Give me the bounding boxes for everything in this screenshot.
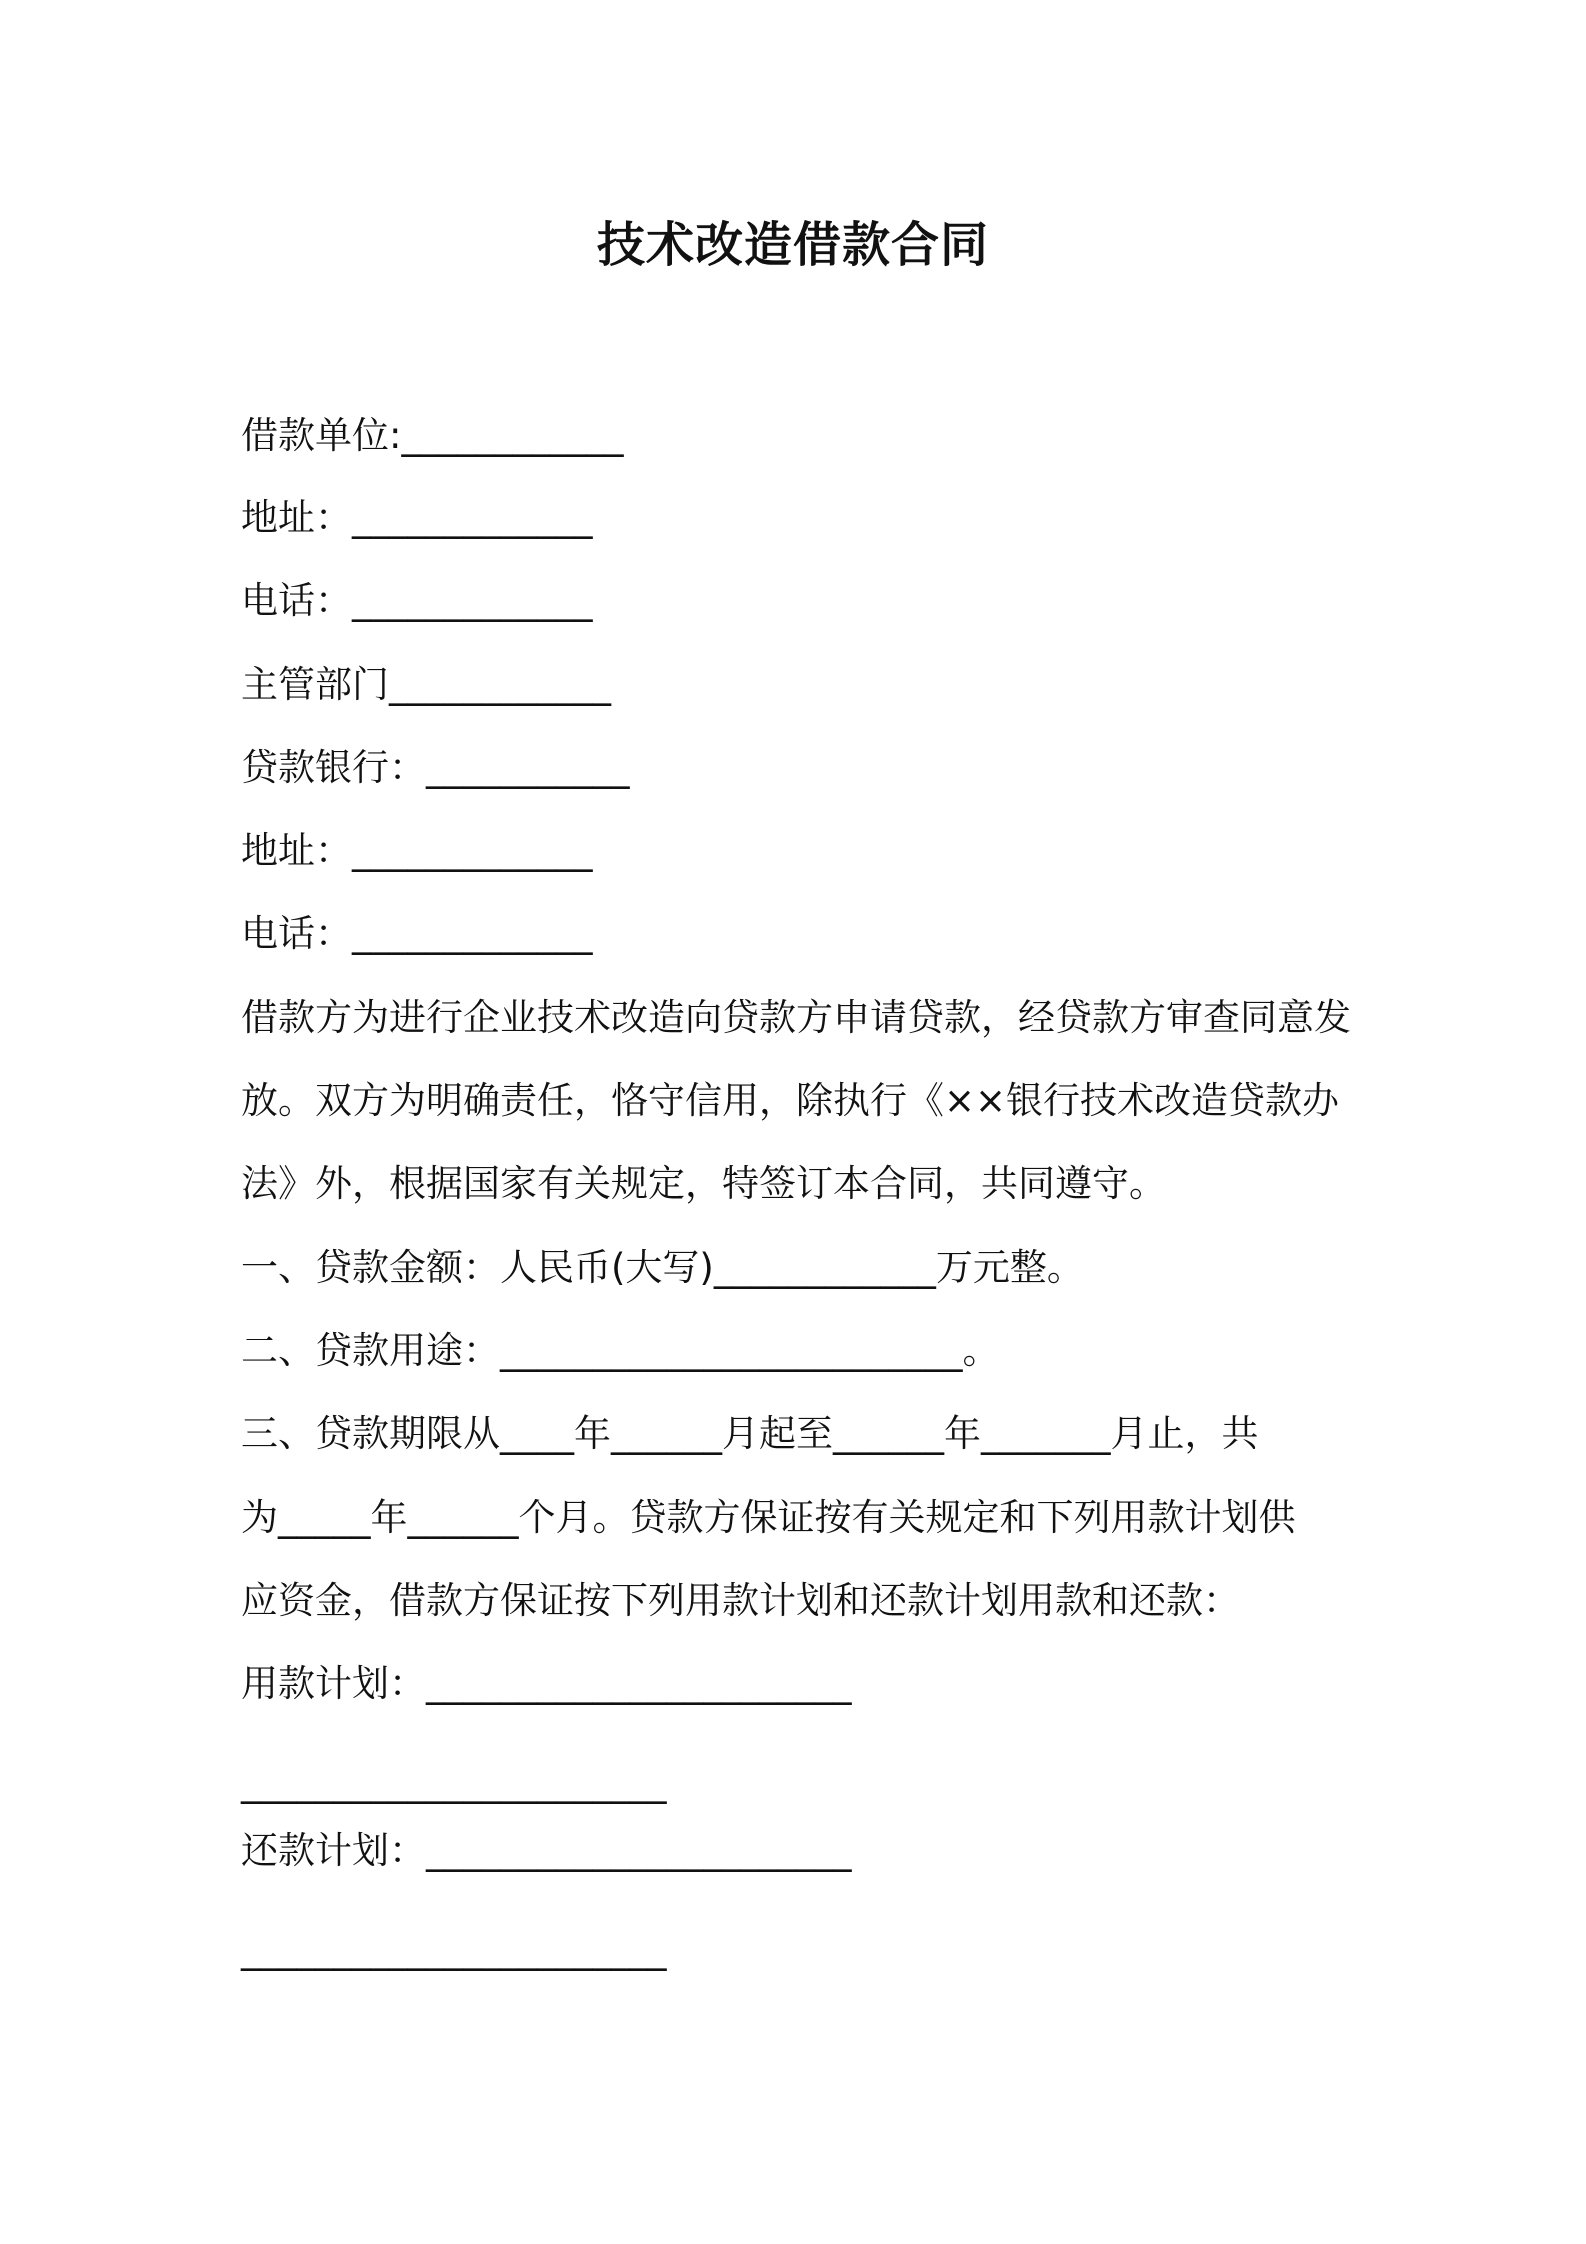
repayment-plan-continuation: _______________________: [241, 1928, 667, 1971]
borrower-phone-line: 电话：_____________: [241, 579, 593, 622]
clause-loan-term-2: 为_____年______个月。贷款方保证按有关规定和下列用款计划供: [241, 1496, 1296, 1539]
repayment-plan-line: 还款计划：_______________________: [241, 1829, 852, 1872]
preamble-line-1: 借款方为进行企业技术改造向贷款方申请贷款，经贷款方审查同意发: [241, 996, 1351, 1039]
usage-plan-continuation: _______________________: [241, 1761, 667, 1804]
bank-address-line: 地址：_____________: [241, 829, 593, 872]
lending-bank-line: 贷款银行：___________: [241, 746, 630, 789]
supervising-dept-line: 主管部门____________: [241, 663, 611, 706]
preamble-line-2: 放。双方为明确责任，恪守信用，除执行《××银行技术改造贷款办: [241, 1079, 1340, 1122]
clause-loan-purpose: 二、贷款用途：_________________________。: [241, 1329, 1000, 1372]
bank-phone-line: 电话：_____________: [241, 912, 593, 955]
clause-loan-term-3: 应资金，借款方保证按下列用款计划和还款计划用款和还款：: [241, 1579, 1240, 1622]
clause-loan-amount: 一、贷款金额：人民币(大写)____________万元整。: [241, 1246, 1084, 1289]
usage-plan-line: 用款计划：_______________________: [241, 1662, 852, 1705]
borrower-unit-line: 借款单位:____________: [241, 414, 624, 457]
clause-loan-term-1: 三、贷款期限从____年______月起至______年_______月止，共: [241, 1412, 1259, 1455]
borrower-address-line: 地址：_____________: [241, 496, 593, 539]
preamble-line-3: 法》外，根据国家有关规定，特签订本合同，共同遵守。: [241, 1162, 1166, 1205]
document-title: 技术改造借款合同: [596, 217, 989, 273]
